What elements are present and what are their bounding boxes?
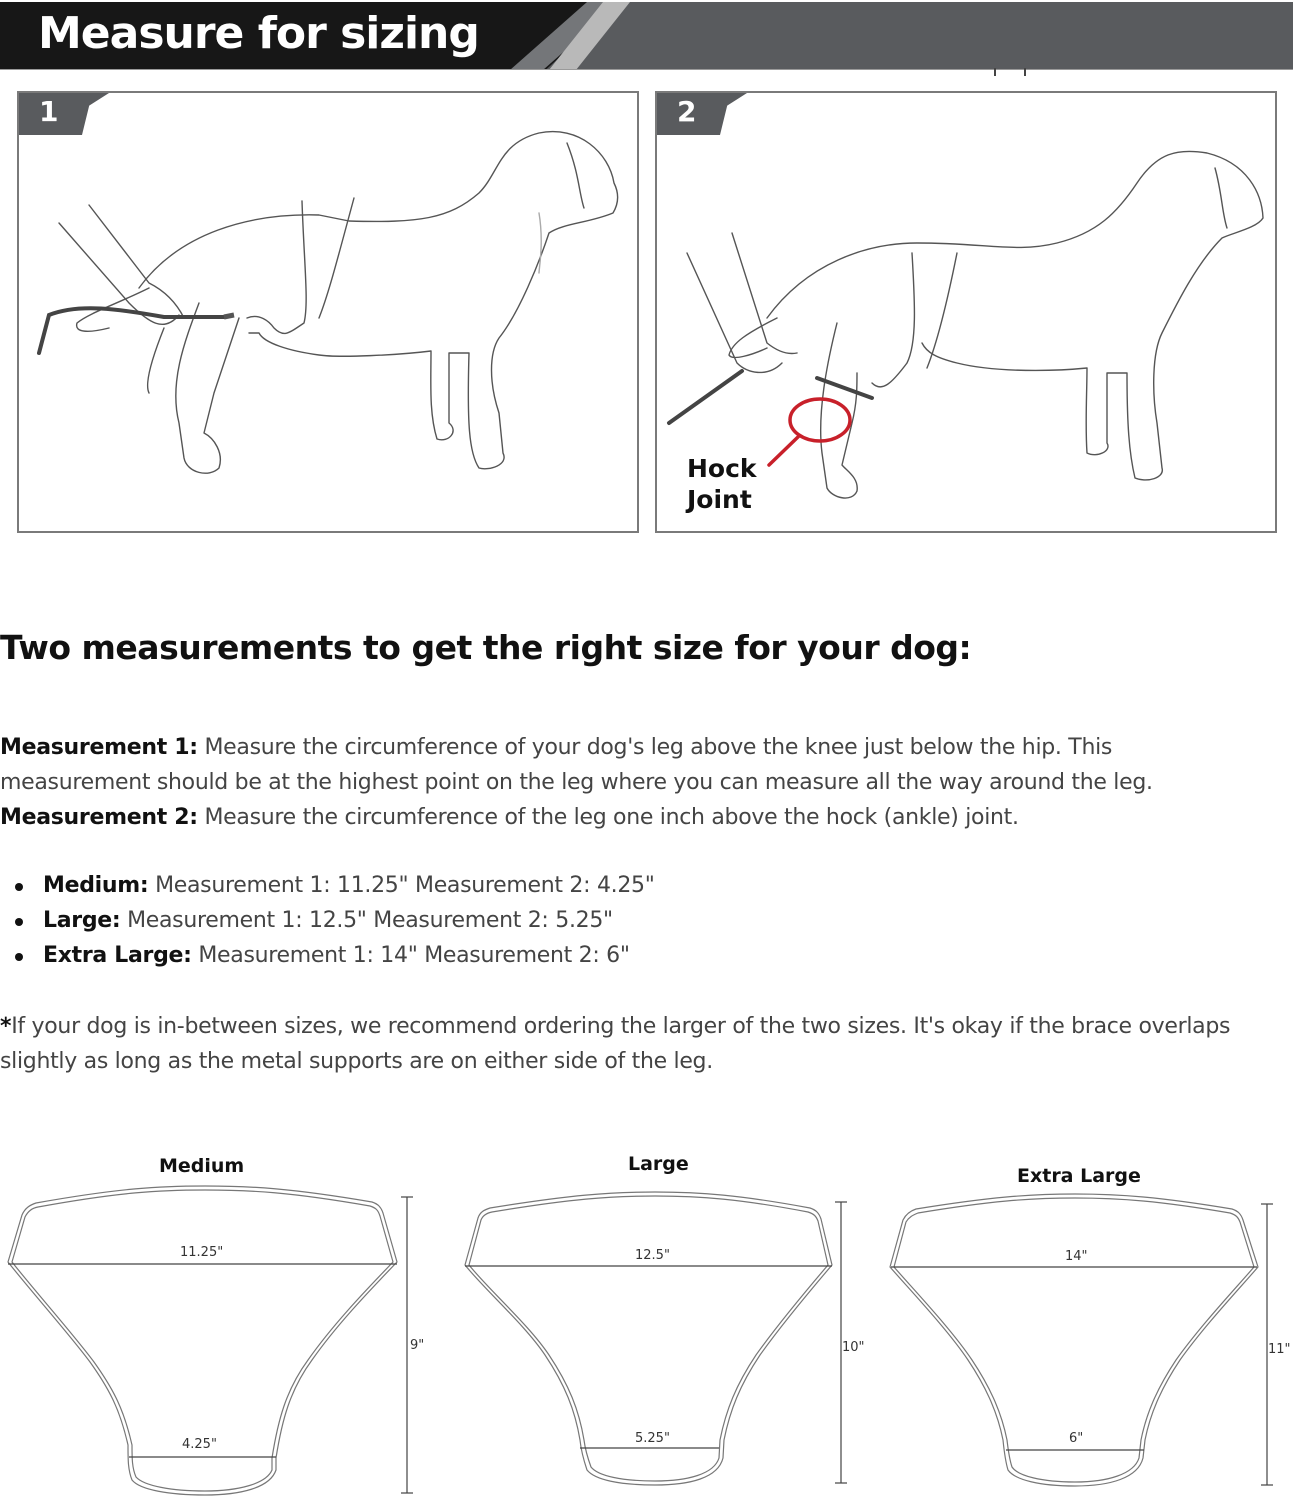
measurement-1-line-2: measurement should be at the highest point on the leg where you can measure all the way around the leg. <box>0 770 1153 795</box>
brace-outline-icon <box>0 1140 440 1500</box>
note-line-2: slightly as long as the metal supports are on either side of the leg. <box>0 1049 713 1074</box>
measurement-2-line <box>0 800 1153 835</box>
measurement-1-label: Measurement 1: <box>0 735 198 760</box>
step-1-panel <box>17 91 639 533</box>
bottom-width-label: 4.25" <box>182 1437 217 1452</box>
step-2-panel <box>655 91 1277 533</box>
size-label: Extra Large: <box>43 943 192 968</box>
bottom-width-label: 6" <box>1069 1431 1084 1446</box>
size-values: Measurement 1: 14" Measurement 2: 6" <box>191 943 630 968</box>
top-width-label: 12.5" <box>635 1248 670 1263</box>
size-label: Large: <box>43 908 121 933</box>
height-label: 10" <box>842 1340 865 1355</box>
top-width-label: 11.25" <box>180 1245 224 1260</box>
measurement-1-line-1 <box>0 730 1153 765</box>
callout-line-1: Hock <box>687 454 757 483</box>
measurement-2-text: Measure the circumference of the leg one inch above the hock (ankle) joint. <box>197 805 1019 830</box>
measurement-2-label: Measurement 2: <box>0 805 198 830</box>
brace-diagram-medium <box>0 1140 440 1500</box>
brace-diagram-extra-large <box>870 1140 1293 1500</box>
list-item-large <box>0 903 655 938</box>
hock-joint-callout <box>687 453 757 515</box>
top-width-label: 14" <box>1065 1249 1088 1264</box>
diagram-title: Extra Large <box>1017 1165 1141 1187</box>
section-heading: Two measurements to get the right size for your dog: <box>0 628 972 667</box>
size-list <box>0 868 655 973</box>
list-item-extra-large <box>0 938 655 973</box>
step-number: 2 <box>677 95 697 128</box>
banner-tick-mark <box>994 68 996 76</box>
note-line-1: *If your dog is in-between sizes, we recommend ordering the larger of the two sizes. It's okay if the brace overlaps <box>0 1014 1231 1039</box>
callout-line-2: Joint <box>687 485 752 514</box>
diagram-title: Large <box>628 1153 689 1175</box>
size-values: Measurement 1: 12.5" Measurement 2: 5.25" <box>120 908 613 933</box>
brace-outline-icon <box>440 1140 870 1500</box>
brace-outline-icon <box>870 1140 1293 1500</box>
height-label: 11" <box>1268 1342 1291 1357</box>
bottom-width-label: 5.25" <box>635 1431 670 1446</box>
measurement-instructions <box>0 730 1153 835</box>
page-title: Measure for sizing <box>38 8 479 59</box>
size-label: Medium: <box>43 873 149 898</box>
height-label: 9" <box>410 1338 425 1353</box>
header-banner <box>0 2 1293 70</box>
note-asterisk: * <box>0 1014 12 1039</box>
list-item-medium <box>0 868 655 903</box>
size-values: Measurement 1: 11.25" Measurement 2: 4.25" <box>148 873 655 898</box>
measurement-1-text: Measure the circumference of your dog's leg above the knee just below the hip. This <box>197 735 1113 760</box>
dog-measure-thigh-illustration <box>19 93 639 533</box>
banner-tick-mark <box>1024 68 1026 76</box>
step-number: 1 <box>39 95 59 128</box>
brace-diagram-large <box>440 1140 870 1500</box>
sizing-note <box>0 1009 1230 1079</box>
diagram-title: Medium <box>159 1155 245 1177</box>
